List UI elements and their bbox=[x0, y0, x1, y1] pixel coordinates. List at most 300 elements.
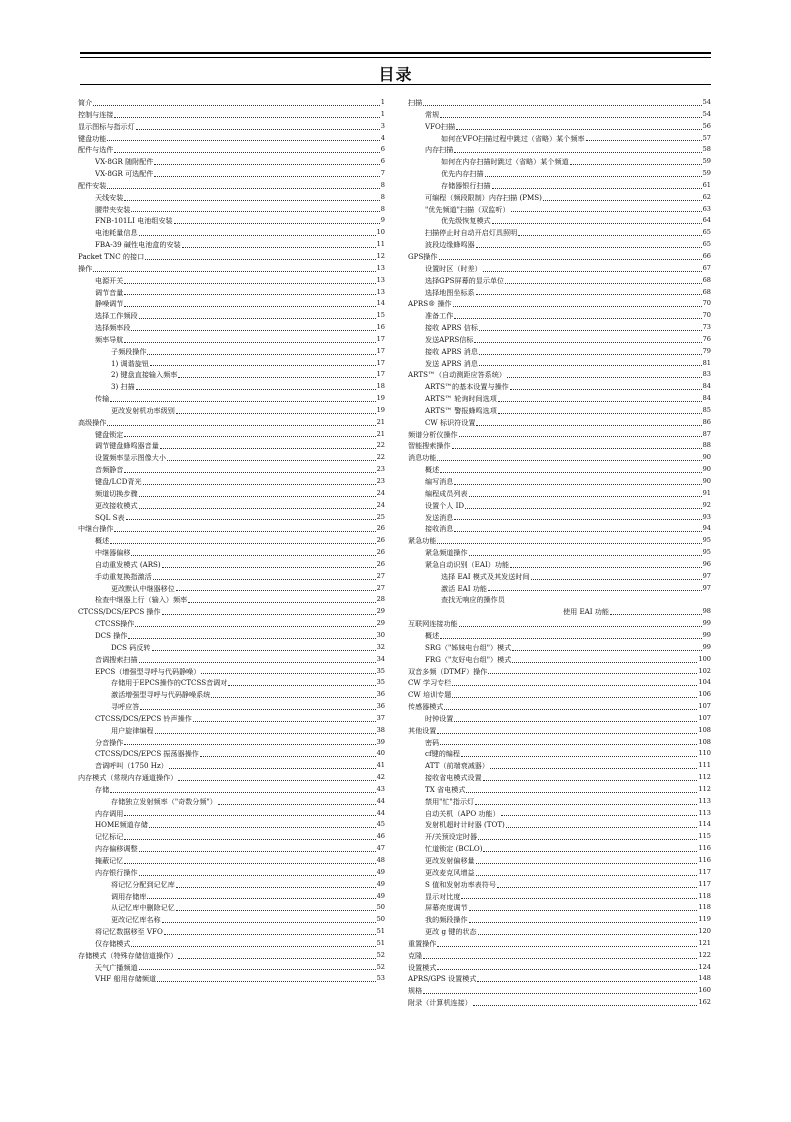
toc-entry-title: 音调呼叫（1750 Hz） bbox=[95, 761, 168, 771]
toc-entry-title: 操作 bbox=[78, 263, 93, 273]
toc-entry-page: 111 bbox=[698, 761, 711, 770]
toc-entry[interactable] bbox=[408, 121, 711, 133]
toc-entry[interactable] bbox=[78, 156, 385, 168]
toc-entry-page: 40 bbox=[376, 749, 385, 758]
toc-entry-title: S 值和发射功率表符号 bbox=[425, 879, 496, 889]
dot-leader bbox=[157, 980, 376, 982]
toc-entry[interactable] bbox=[408, 594, 711, 606]
toc-entry[interactable] bbox=[408, 417, 711, 429]
toc-entry[interactable] bbox=[78, 914, 385, 926]
toc-entry[interactable] bbox=[78, 464, 385, 476]
dot-leader bbox=[454, 518, 701, 520]
toc-entry[interactable] bbox=[408, 819, 711, 831]
toc-entry[interactable] bbox=[78, 180, 385, 192]
toc-entry[interactable] bbox=[78, 891, 385, 903]
dot-leader bbox=[478, 838, 697, 840]
toc-entry-page: 44 bbox=[376, 796, 385, 805]
dot-leader bbox=[200, 755, 376, 757]
toc-entry[interactable] bbox=[78, 559, 385, 571]
toc-entry[interactable] bbox=[78, 831, 385, 843]
dot-leader bbox=[490, 767, 697, 769]
toc-entry-page: 28 bbox=[376, 595, 385, 604]
toc-entry[interactable] bbox=[408, 891, 711, 903]
dot-leader bbox=[114, 530, 375, 532]
toc-entry[interactable] bbox=[78, 192, 385, 204]
toc-entry-page: 102 bbox=[698, 666, 711, 675]
toc-entry[interactable] bbox=[408, 204, 711, 216]
dot-leader bbox=[466, 791, 697, 793]
toc-entry-page: 118 bbox=[698, 891, 711, 900]
dot-leader bbox=[469, 921, 698, 923]
toc-entry[interactable] bbox=[78, 298, 385, 310]
toc-entry-page: 90 bbox=[702, 453, 711, 462]
dot-leader bbox=[476, 424, 701, 426]
dot-leader bbox=[124, 471, 375, 473]
toc-entry-page: 94 bbox=[702, 524, 711, 533]
toc-entry-title: 内存模式（常规内存通道操作） bbox=[78, 773, 178, 783]
toc-entry[interactable] bbox=[408, 879, 711, 891]
toc-entry-title: 显示对比度 bbox=[425, 891, 461, 901]
toc-entry-title: cf键的编程 bbox=[425, 749, 460, 759]
toc-entry[interactable] bbox=[78, 571, 385, 583]
toc-entry[interactable] bbox=[408, 701, 711, 713]
toc-entry[interactable] bbox=[408, 156, 711, 168]
toc-entry[interactable] bbox=[408, 547, 711, 559]
toc-entry[interactable] bbox=[78, 346, 385, 358]
toc-entry[interactable] bbox=[78, 227, 385, 239]
toc-entry[interactable] bbox=[408, 500, 711, 512]
header-rule-thin bbox=[80, 57, 711, 58]
toc-entry[interactable] bbox=[408, 227, 711, 239]
toc-entry[interactable] bbox=[408, 926, 711, 938]
toc-entry-title: 接收消息 bbox=[425, 524, 454, 534]
dot-leader bbox=[476, 874, 698, 876]
dot-leader bbox=[456, 128, 702, 130]
toc-entry-page: 92 bbox=[702, 500, 711, 509]
toc-entry-page: 114 bbox=[698, 820, 711, 829]
dot-leader bbox=[444, 708, 697, 710]
toc-entry[interactable] bbox=[408, 796, 711, 808]
toc-entry-title: 更改记忆库名称 bbox=[111, 915, 161, 925]
toc-entry-page: 93 bbox=[702, 512, 711, 521]
toc-entry-page: 76 bbox=[702, 334, 711, 343]
dot-leader bbox=[145, 258, 375, 260]
dot-leader bbox=[479, 364, 702, 366]
toc-entry[interactable] bbox=[78, 594, 385, 606]
dot-leader bbox=[478, 933, 698, 935]
toc-entry[interactable] bbox=[78, 310, 385, 322]
toc-entry-page: 17 bbox=[376, 346, 385, 355]
toc-entry[interactable] bbox=[78, 784, 385, 796]
toc-entry-title: 调节键盘蜂鸣器音量 bbox=[95, 441, 159, 451]
toc-entry[interactable] bbox=[408, 263, 711, 275]
toc-entry[interactable] bbox=[408, 97, 711, 109]
toc-entry[interactable] bbox=[78, 488, 385, 500]
toc-entry[interactable] bbox=[78, 666, 385, 678]
toc-entry[interactable] bbox=[408, 393, 711, 405]
dot-leader bbox=[469, 909, 698, 911]
dot-leader bbox=[150, 364, 376, 366]
dot-leader bbox=[149, 826, 376, 828]
toc-entry-title: 存储用于EPCS操作的CTCSS音调对 bbox=[111, 678, 228, 688]
toc-entry[interactable] bbox=[408, 902, 711, 914]
dot-leader bbox=[437, 945, 697, 947]
toc-entry-page: 10 bbox=[376, 228, 385, 237]
toc-entry-page: 26 bbox=[376, 536, 385, 545]
toc-entry[interactable] bbox=[78, 677, 385, 689]
dot-leader bbox=[459, 435, 702, 437]
toc-entry[interactable] bbox=[408, 346, 711, 358]
toc-entry[interactable] bbox=[408, 583, 711, 595]
dot-leader bbox=[465, 507, 701, 509]
toc-entry[interactable] bbox=[408, 677, 711, 689]
toc-entry[interactable] bbox=[408, 133, 711, 145]
toc-entry[interactable] bbox=[408, 772, 711, 784]
toc-entry-title: 开/关预设定时器 bbox=[425, 832, 478, 842]
toc-entry[interactable] bbox=[78, 109, 385, 121]
dot-leader bbox=[154, 175, 379, 177]
toc-entry[interactable] bbox=[78, 215, 385, 227]
dot-leader bbox=[124, 814, 375, 816]
toc-entry[interactable] bbox=[78, 417, 385, 429]
toc-entry[interactable] bbox=[78, 322, 385, 334]
toc-entry-title: 发送APRS信标 bbox=[425, 334, 474, 344]
toc-entry[interactable] bbox=[408, 334, 711, 346]
toc-entry[interactable] bbox=[408, 831, 711, 843]
toc-entry[interactable] bbox=[408, 997, 711, 1009]
toc-entry[interactable] bbox=[408, 298, 711, 310]
dot-leader bbox=[452, 447, 702, 449]
toc-entry[interactable] bbox=[78, 133, 385, 145]
toc-entry-title: ARTS™ 轮询时间选项 bbox=[425, 394, 497, 404]
toc-entry[interactable] bbox=[78, 962, 385, 974]
toc-entry-page: 112 bbox=[698, 784, 711, 793]
toc-entry[interactable] bbox=[78, 843, 385, 855]
toc-entry[interactable] bbox=[408, 512, 711, 524]
dot-leader bbox=[498, 412, 702, 414]
toc-entry[interactable] bbox=[78, 642, 385, 654]
dot-leader bbox=[586, 139, 702, 141]
toc-entry[interactable] bbox=[78, 973, 385, 985]
toc-entry-page: 61 bbox=[702, 180, 711, 189]
dot-leader bbox=[510, 566, 702, 568]
toc-entry[interactable] bbox=[408, 867, 711, 879]
toc-entry[interactable] bbox=[78, 523, 385, 535]
toc-entry[interactable] bbox=[408, 843, 711, 855]
toc-entry[interactable] bbox=[78, 725, 385, 737]
toc-entry[interactable] bbox=[408, 168, 711, 180]
dot-leader bbox=[423, 957, 697, 959]
toc-entry-page: 65 bbox=[702, 228, 711, 237]
dot-leader bbox=[178, 376, 375, 378]
dot-leader bbox=[454, 530, 701, 532]
toc-entry[interactable] bbox=[408, 192, 711, 204]
toc-entry-page: 85 bbox=[702, 405, 711, 414]
toc-entry[interactable] bbox=[78, 452, 385, 464]
dot-leader bbox=[124, 743, 375, 745]
toc-entry-page: 44 bbox=[376, 808, 385, 817]
toc-entry-title: 天气广播频道 bbox=[95, 962, 138, 972]
toc-entry[interactable] bbox=[78, 926, 385, 938]
toc-entry[interactable] bbox=[78, 381, 385, 393]
dot-leader bbox=[124, 341, 375, 343]
toc-entry[interactable] bbox=[408, 358, 711, 370]
dot-leader bbox=[211, 696, 375, 698]
toc-entry[interactable] bbox=[78, 121, 385, 133]
toc-entry[interactable] bbox=[408, 654, 711, 666]
toc-entry[interactable] bbox=[78, 796, 385, 808]
toc-entry-title: 选择频率段 bbox=[95, 323, 131, 333]
toc-entry[interactable] bbox=[408, 476, 711, 488]
toc-entry[interactable] bbox=[78, 334, 385, 346]
toc-entry[interactable] bbox=[408, 215, 711, 227]
toc-entry[interactable] bbox=[78, 251, 385, 263]
dot-leader bbox=[437, 968, 697, 970]
toc-entry[interactable] bbox=[408, 973, 711, 985]
toc-entry-title: ARTS™（自动测距应答系统） bbox=[408, 370, 506, 380]
toc-entry[interactable] bbox=[408, 985, 711, 997]
toc-entry-title: CTCSS/DCS/EPCS 铃声操作 bbox=[95, 713, 192, 723]
toc-entry-title: CW 标识符设置 bbox=[425, 417, 476, 427]
toc-entry[interactable] bbox=[408, 523, 711, 535]
toc-entry[interactable] bbox=[78, 879, 385, 891]
toc-entry[interactable] bbox=[78, 512, 385, 524]
toc-entry[interactable] bbox=[78, 748, 385, 760]
toc-entry-page: 36 bbox=[376, 702, 385, 711]
toc-entry[interactable] bbox=[78, 393, 385, 405]
toc-entry-page: 50 bbox=[376, 903, 385, 912]
toc-entry[interactable] bbox=[408, 808, 711, 820]
toc-entry-page: 49 bbox=[376, 879, 385, 888]
dot-leader bbox=[182, 246, 376, 248]
dot-leader bbox=[110, 400, 375, 402]
toc-entry-title: 选择GPS屏幕的显示单位 bbox=[425, 275, 505, 285]
toc-entry[interactable] bbox=[78, 772, 385, 784]
toc-entry-page: 27 bbox=[376, 583, 385, 592]
toc-entry[interactable] bbox=[408, 689, 711, 701]
toc-entry-page: 115 bbox=[698, 832, 711, 841]
toc-entry[interactable] bbox=[408, 109, 711, 121]
toc-entry[interactable] bbox=[408, 606, 711, 618]
toc-entry-title: 中继台操作 bbox=[78, 524, 114, 534]
dot-leader bbox=[507, 376, 702, 378]
toc-entry[interactable] bbox=[78, 808, 385, 820]
toc-entry-page: 68 bbox=[702, 275, 711, 284]
toc-entry[interactable] bbox=[408, 251, 711, 263]
toc-entry[interactable] bbox=[408, 571, 711, 583]
toc-entry-page: 99 bbox=[702, 619, 711, 628]
toc-entry[interactable] bbox=[408, 275, 711, 287]
toc-entry[interactable] bbox=[408, 239, 711, 251]
toc-entry-title: 设置频率显示图像大小 bbox=[95, 453, 166, 463]
toc-entry-page: 19 bbox=[376, 405, 385, 414]
dot-leader bbox=[423, 104, 701, 106]
toc-entry[interactable] bbox=[78, 630, 385, 642]
toc-entry[interactable] bbox=[408, 559, 711, 571]
toc-entry-page: 32 bbox=[376, 642, 385, 651]
toc-entry[interactable] bbox=[78, 358, 385, 370]
toc-entry[interactable] bbox=[78, 701, 385, 713]
toc-entry[interactable] bbox=[408, 630, 711, 642]
dot-leader bbox=[485, 175, 702, 177]
dot-leader bbox=[162, 566, 376, 568]
toc-entry-page: 107 bbox=[698, 702, 711, 711]
dot-leader bbox=[155, 732, 376, 734]
toc-entry[interactable] bbox=[78, 204, 385, 216]
toc-entry[interactable] bbox=[408, 914, 711, 926]
toc-entry-page: 8 bbox=[380, 192, 385, 201]
toc-entry[interactable] bbox=[408, 381, 711, 393]
toc-entry-title: 频道切换步骤 bbox=[95, 488, 138, 498]
toc-entry[interactable] bbox=[408, 310, 711, 322]
toc-entry[interactable] bbox=[78, 476, 385, 488]
toc-entry-title: 手动重复换指激活 bbox=[95, 571, 152, 581]
toc-entry[interactable] bbox=[408, 452, 711, 464]
toc-entry[interactable] bbox=[408, 784, 711, 796]
toc-entry-page: 35 bbox=[376, 666, 385, 675]
dot-leader bbox=[131, 210, 379, 212]
toc-entry[interactable] bbox=[78, 369, 385, 381]
toc-entry[interactable] bbox=[78, 287, 385, 299]
toc-entry-page: 160 bbox=[698, 986, 711, 995]
toc-entry[interactable] bbox=[78, 97, 385, 109]
dot-leader bbox=[147, 353, 375, 355]
toc-entry[interactable] bbox=[408, 950, 711, 962]
toc-entry[interactable] bbox=[408, 642, 711, 654]
toc-entry-page: 17 bbox=[376, 358, 385, 367]
toc-entry[interactable] bbox=[78, 689, 385, 701]
toc-entry-title: 配件安装 bbox=[78, 180, 107, 190]
toc-entry[interactable] bbox=[408, 737, 711, 749]
toc-entry-page: 16 bbox=[376, 323, 385, 332]
toc-entry-title: 传输 bbox=[95, 394, 110, 404]
toc-entry[interactable] bbox=[78, 535, 385, 547]
toc-entry[interactable] bbox=[408, 535, 711, 547]
dot-leader bbox=[176, 589, 376, 591]
toc-entry[interactable] bbox=[78, 760, 385, 772]
toc-entry[interactable] bbox=[408, 713, 711, 725]
toc-entry[interactable] bbox=[408, 488, 711, 500]
toc-entry[interactable] bbox=[78, 500, 385, 512]
toc-entry-page: 117 bbox=[698, 867, 711, 876]
toc-entry[interactable] bbox=[408, 962, 711, 974]
toc-entry-title: 选择 EAI 模式及其发送时间 bbox=[441, 571, 530, 581]
toc-entry[interactable] bbox=[408, 429, 711, 441]
toc-entry[interactable] bbox=[78, 654, 385, 666]
dot-leader bbox=[124, 435, 375, 437]
toc-entry-page: 83 bbox=[702, 370, 711, 379]
toc-entry[interactable] bbox=[408, 405, 711, 417]
toc-entry[interactable] bbox=[78, 902, 385, 914]
toc-entry-title: 2) 键盘直接输入频率 bbox=[111, 370, 178, 380]
toc-entry-page: 86 bbox=[702, 417, 711, 426]
toc-entry[interactable] bbox=[78, 547, 385, 559]
toc-entry-page: 22 bbox=[376, 453, 385, 462]
dot-leader bbox=[164, 933, 376, 935]
toc-entry-page: 120 bbox=[698, 927, 711, 936]
toc-entry[interactable] bbox=[408, 287, 711, 299]
toc-entry-title: 双音多频（DTMF）操作 bbox=[408, 666, 488, 676]
dot-leader bbox=[124, 862, 375, 864]
toc-entry[interactable] bbox=[408, 369, 711, 381]
toc-entry-title: 检查中继器上行（输入）频率 bbox=[95, 595, 188, 605]
toc-entry[interactable] bbox=[78, 429, 385, 441]
toc-entry[interactable] bbox=[408, 855, 711, 867]
toc-entry-title: DCS 码反转 bbox=[111, 642, 151, 652]
toc-entry[interactable] bbox=[78, 819, 385, 831]
toc-entry[interactable] bbox=[408, 322, 711, 334]
dot-leader bbox=[140, 708, 375, 710]
toc-entry[interactable] bbox=[78, 275, 385, 287]
toc-entry-title: 音调搜索扫描 bbox=[95, 654, 138, 664]
toc-entry[interactable] bbox=[78, 144, 385, 156]
toc-entry-title: 接收 APRS 消息 bbox=[425, 346, 478, 356]
toc-entry-page: 13 bbox=[376, 287, 385, 296]
toc-entry-page: 107 bbox=[698, 713, 711, 722]
toc-entry-title: 键盘/LCD背光 bbox=[95, 477, 142, 486]
dot-leader bbox=[126, 518, 376, 520]
toc-entry[interactable] bbox=[78, 583, 385, 595]
dot-leader bbox=[139, 507, 376, 509]
toc-entry-page: 36 bbox=[376, 690, 385, 699]
toc-entry-page: 57 bbox=[702, 133, 711, 142]
toc-entry[interactable] bbox=[408, 666, 711, 678]
toc-entry-page: 63 bbox=[702, 204, 711, 213]
toc-entry[interactable] bbox=[78, 713, 385, 725]
toc-entry-title: 天线安装 bbox=[95, 192, 124, 202]
toc-entry[interactable] bbox=[78, 263, 385, 275]
toc-entry[interactable] bbox=[78, 606, 385, 618]
toc-entry[interactable] bbox=[78, 168, 385, 180]
toc-entry-title: FRG（"友好电台组"）模式 bbox=[425, 654, 512, 664]
toc-entry[interactable] bbox=[78, 618, 385, 630]
toc-entry-title: 音频静音 bbox=[95, 465, 124, 475]
toc-entry[interactable] bbox=[408, 725, 711, 737]
toc-entry-title: 键盘功能 bbox=[78, 133, 107, 143]
toc-entry[interactable] bbox=[78, 405, 385, 417]
toc-entry-title: 更改 g 键的状态 bbox=[425, 927, 477, 937]
toc-entry[interactable] bbox=[408, 938, 711, 950]
toc-entry[interactable] bbox=[408, 760, 711, 772]
dot-leader bbox=[492, 187, 702, 189]
toc-entry[interactable] bbox=[408, 440, 711, 452]
dot-leader bbox=[143, 483, 376, 485]
toc-entry[interactable] bbox=[408, 618, 711, 630]
toc-entry[interactable] bbox=[78, 867, 385, 879]
toc-entry-title: 内存调用 bbox=[95, 808, 124, 818]
dot-leader bbox=[461, 897, 697, 899]
toc-entry[interactable] bbox=[408, 144, 711, 156]
toc-entry[interactable] bbox=[408, 748, 711, 760]
toc-entry[interactable] bbox=[78, 938, 385, 950]
toc-entry[interactable] bbox=[78, 737, 385, 749]
dot-leader bbox=[469, 495, 702, 497]
dot-leader bbox=[454, 317, 701, 319]
toc-entry-title: 设置模式 bbox=[408, 962, 437, 972]
dot-leader bbox=[477, 980, 697, 982]
toc-entry-page: 9 bbox=[380, 216, 385, 225]
toc-entry[interactable] bbox=[78, 440, 385, 452]
dot-leader bbox=[139, 968, 376, 970]
toc-entry[interactable] bbox=[408, 180, 711, 192]
toc-entry-title: CTCSS/DCS/EPCS 振荡器操作 bbox=[95, 749, 199, 759]
toc-entry[interactable] bbox=[408, 464, 711, 476]
dot-leader bbox=[461, 755, 697, 757]
toc-entry[interactable] bbox=[78, 950, 385, 962]
toc-entry[interactable] bbox=[78, 855, 385, 867]
toc-entry[interactable] bbox=[78, 239, 385, 251]
toc-entry-page: 6 bbox=[380, 145, 385, 154]
